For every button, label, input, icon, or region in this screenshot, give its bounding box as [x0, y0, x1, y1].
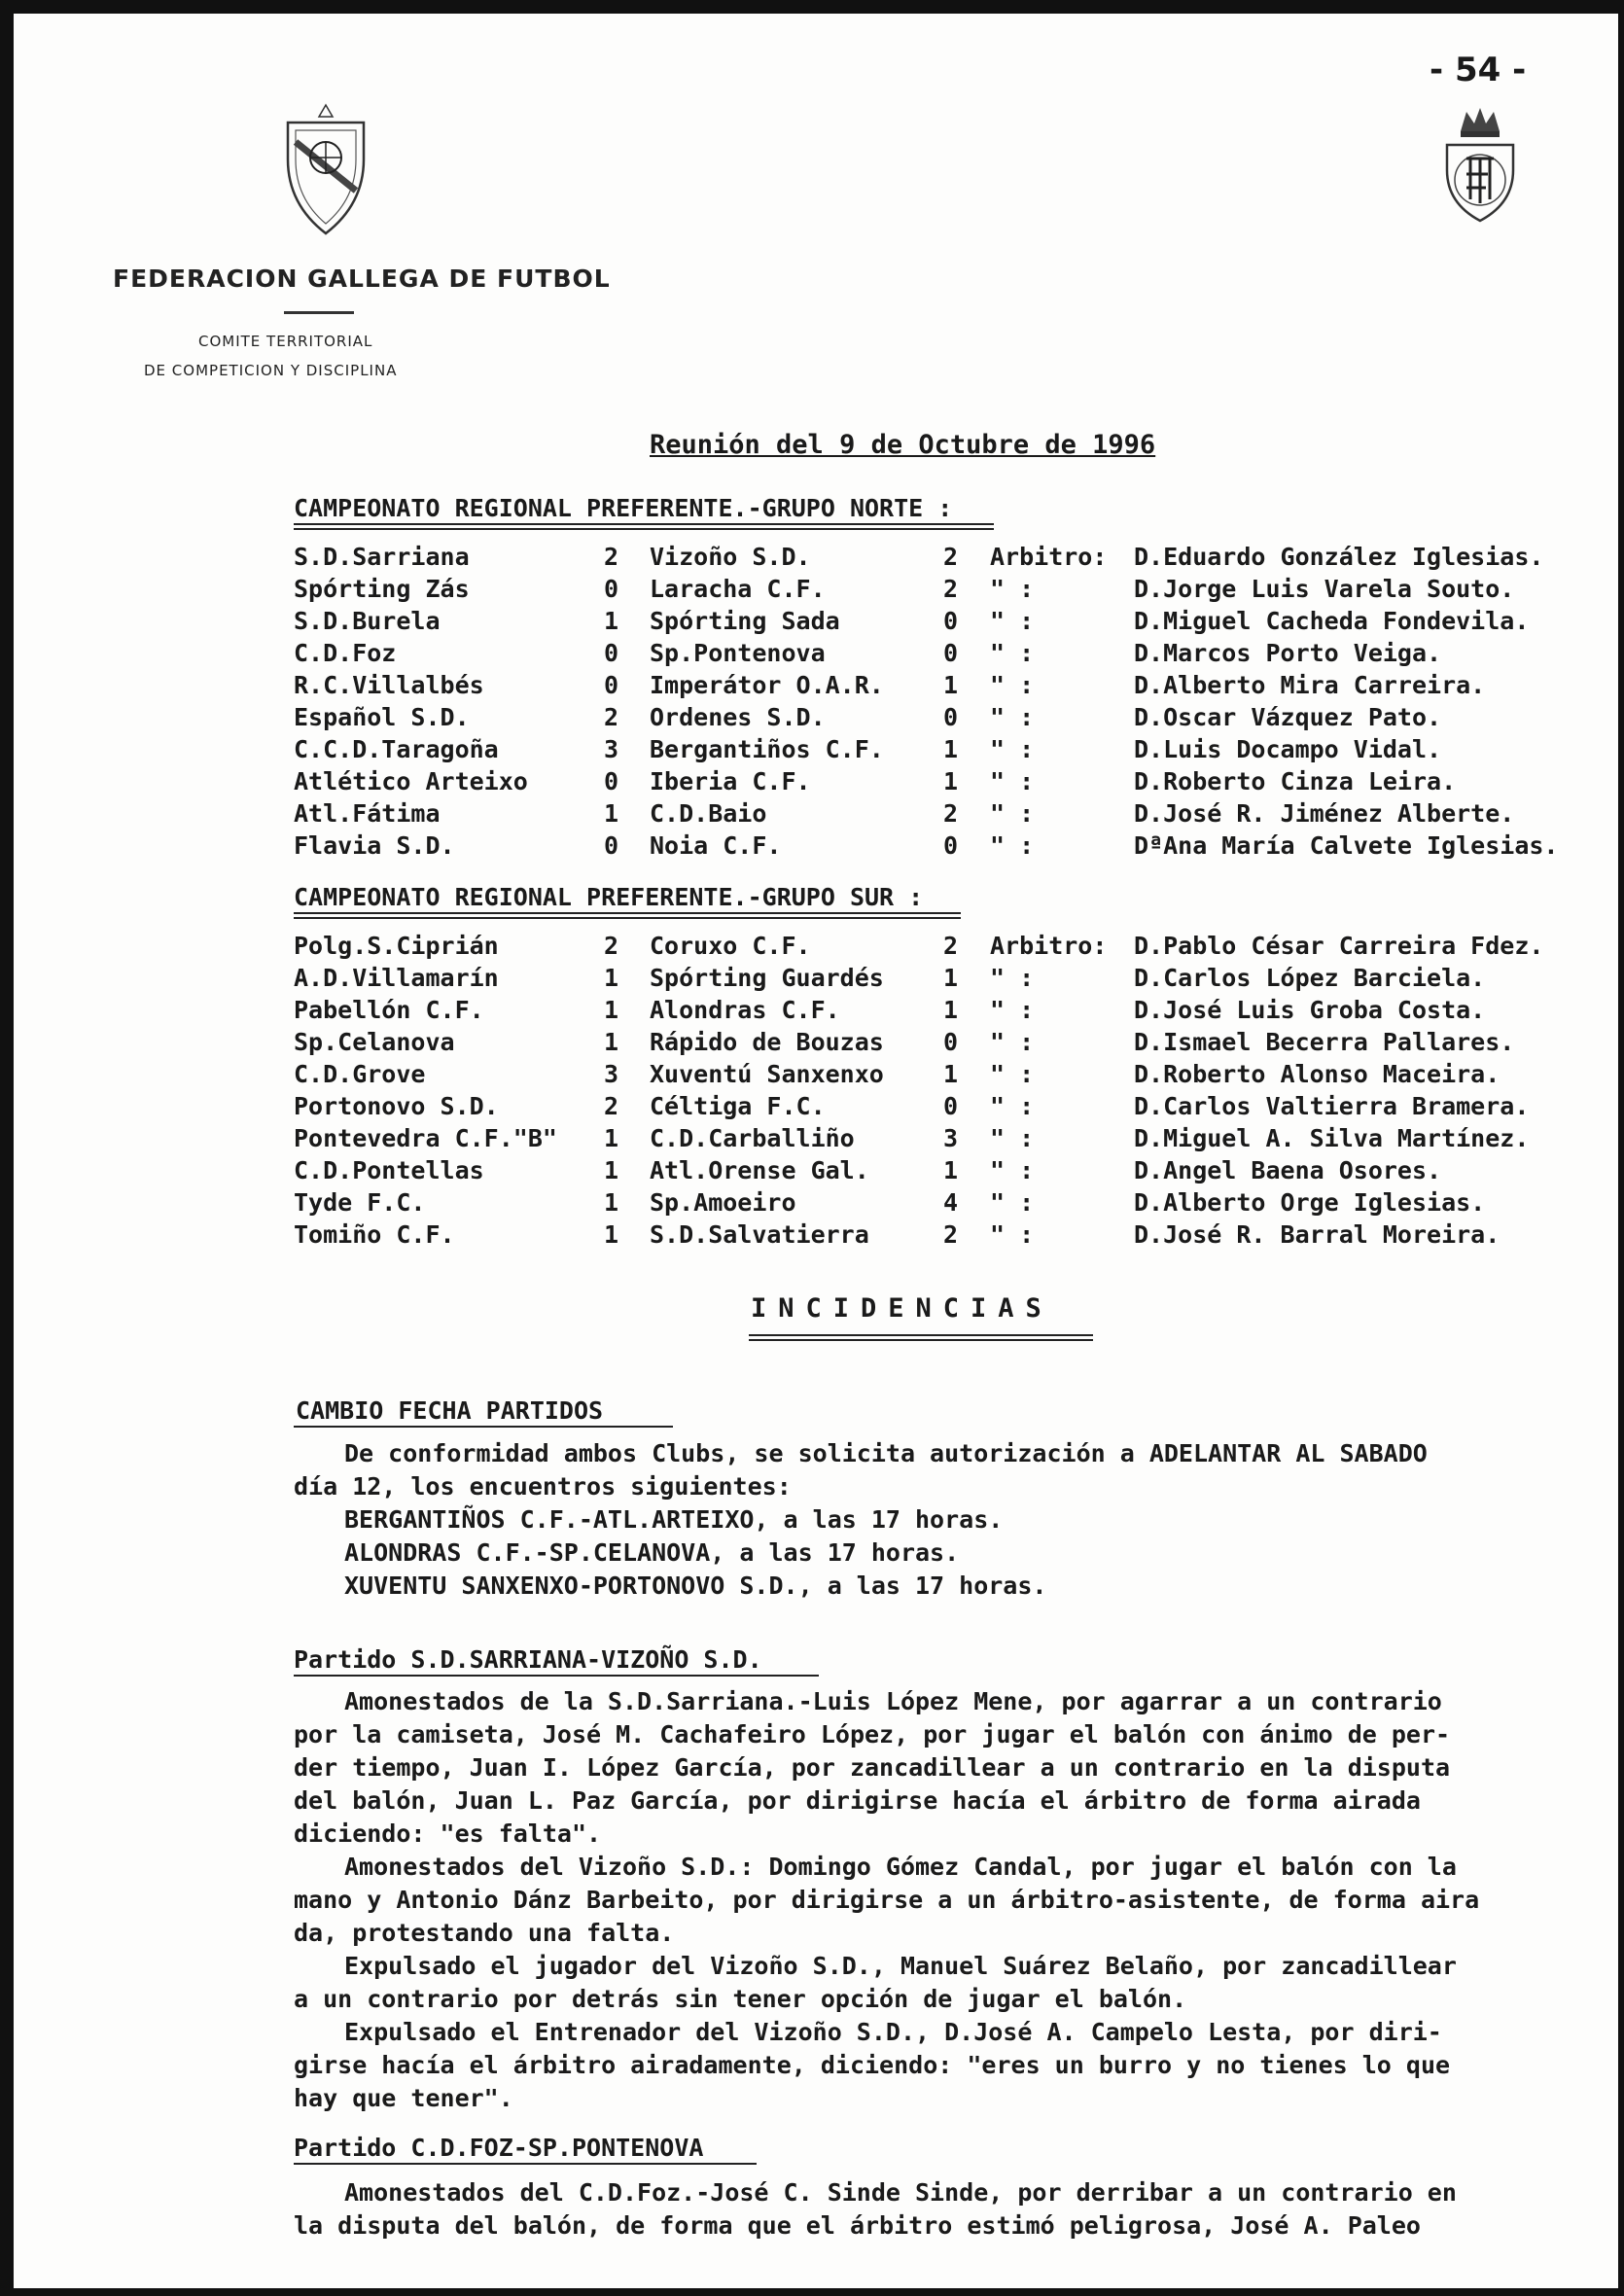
away-team: Noia C.F. [650, 831, 782, 860]
referee-name: D.José R. Jiménez Alberte. [1134, 799, 1515, 828]
home-team: Pabellón C.F. [294, 996, 484, 1024]
match-row [0, 543, 1624, 575]
text-line: la disputa del balón, de forma que el árbitro estimó peligrosa, José A. Paleo [294, 2211, 1421, 2240]
home-team: Polg.S.Ciprián [294, 932, 499, 960]
federation-shield-logo [282, 103, 370, 239]
away-score: 1 [943, 735, 959, 763]
referee-name: D.Miguel Cacheda Fondevila. [1134, 607, 1530, 635]
away-score: 2 [943, 932, 959, 960]
away-score: 4 [943, 1188, 959, 1217]
double-underline [294, 523, 994, 530]
home-team: R.C.Villalbés [294, 671, 484, 699]
referee-name: D.Roberto Cinza Leira. [1134, 767, 1457, 795]
match-row [0, 1156, 1624, 1188]
away-team: S.D.Salvatierra [650, 1220, 869, 1249]
home-score: 1 [604, 964, 619, 992]
referee-label: " : [990, 1124, 1035, 1152]
federation-name: FEDERACION GALLEGA DE FUTBOL [113, 265, 611, 293]
home-team: S.D.Sarriana [294, 543, 470, 571]
match-row [0, 996, 1624, 1028]
away-score: 0 [943, 831, 959, 860]
away-team: Xuventú Sanxenxo [650, 1060, 884, 1088]
text-line: da, protestando una falta. [294, 1919, 675, 1947]
away-score: 0 [943, 1028, 959, 1056]
home-team: C.D.Foz [294, 639, 397, 667]
home-team: Atlético Arteixo [294, 767, 528, 795]
away-team: Rápido de Bouzas [650, 1028, 884, 1056]
home-team: S.D.Burela [294, 607, 441, 635]
referee-label: Arbitro: [990, 543, 1108, 571]
match-row [0, 964, 1624, 996]
home-score: 3 [604, 735, 619, 763]
double-underline [294, 912, 961, 919]
away-team: Coruxo C.F. [650, 932, 811, 960]
away-score: 3 [943, 1124, 959, 1152]
match-row [0, 575, 1624, 607]
away-team: Céltiga F.C. [650, 1092, 826, 1120]
home-score: 1 [604, 1188, 619, 1217]
away-score: 1 [943, 996, 959, 1024]
home-score: 1 [604, 1220, 619, 1249]
text-line: del balón, Juan L. Paz García, por dirigirse hacía el árbitro de forma airada [294, 1786, 1421, 1815]
away-score: 0 [943, 607, 959, 635]
home-score: 1 [604, 1156, 619, 1184]
home-team: Pontevedra C.F."B" [294, 1124, 557, 1152]
home-score: 0 [604, 639, 619, 667]
referee-name: DªAna María Calvete Iglesias. [1134, 831, 1559, 860]
home-team: Portonovo S.D. [294, 1092, 499, 1120]
match-row [0, 767, 1624, 799]
home-score: 1 [604, 1028, 619, 1056]
cambio-paragraph [294, 1437, 1558, 1603]
group-heading-sur: CAMPEONATO REGIONAL PREFERENTE.-GRUPO SUR : [294, 883, 924, 911]
referee-label: Arbitro: [990, 932, 1108, 960]
referee-label: " : [990, 639, 1035, 667]
home-score: 2 [604, 703, 619, 731]
away-team: Vizoño S.D. [650, 543, 811, 571]
text-line: diciendo: "es falta". [294, 1819, 602, 1848]
referee-name: D.José R. Barral Moreira. [1134, 1220, 1500, 1249]
home-score: 1 [604, 996, 619, 1024]
away-team: Spórting Sada [650, 607, 840, 635]
incidencias-title: INCIDENCIAS [751, 1293, 1053, 1324]
text-line: Amonestados de la S.D.Sarriana.-Luis López Mene, por agarrar a un contrario [344, 1687, 1442, 1715]
text-line: girse hacía el árbitro airadamente, diciendo: "eres un burro y no tienes lo que [294, 2051, 1451, 2079]
home-score: 1 [604, 799, 619, 828]
text-line: BERGANTIÑOS C.F.-ATL.ARTEIXO, a las 17 horas. [344, 1505, 1004, 1534]
away-score: 2 [943, 543, 959, 571]
referee-name: D.Roberto Alonso Maceira. [1134, 1060, 1500, 1088]
match-row [0, 1220, 1624, 1253]
away-team: Ordenes S.D. [650, 703, 826, 731]
text-line: por la camiseta, José M. Cachafeiro López, por jugar el balón con ánimo de per- [294, 1720, 1451, 1748]
home-score: 2 [604, 932, 619, 960]
away-score: 0 [943, 639, 959, 667]
home-team: C.D.Pontellas [294, 1156, 484, 1184]
home-team: Tyde F.C. [294, 1188, 426, 1217]
match-row [0, 671, 1624, 703]
text-line: Amonestados del Vizoño S.D.: Domingo Gómez Candal, por jugar el balón con la [344, 1853, 1457, 1881]
home-score: 2 [604, 1092, 619, 1120]
foz-paragraph [294, 2176, 1587, 2243]
away-score: 2 [943, 1220, 959, 1249]
away-team: Imperátor O.A.R. [650, 671, 884, 699]
committee-line-2: DE COMPETICION Y DISCIPLINA [144, 362, 398, 379]
referee-name: D.Marcos Porto Veiga. [1134, 639, 1442, 667]
sarriana-paragraph [294, 1685, 1587, 2115]
referee-name: D.Alberto Mira Carreira. [1134, 671, 1486, 699]
home-team: Spórting Zás [294, 575, 470, 603]
text-line: Amonestados del C.D.Foz.-José C. Sinde Sinde, por derribar a un contrario en [344, 2178, 1457, 2207]
referee-label: " : [990, 1188, 1035, 1217]
home-team: C.D.Grove [294, 1060, 426, 1088]
match-row [0, 1124, 1624, 1156]
away-team: Iberia C.F. [650, 767, 811, 795]
match-row [0, 1028, 1624, 1060]
double-underline [749, 1334, 1093, 1341]
referee-label: " : [990, 996, 1035, 1024]
meeting-title: Reunión del 9 de Octubre de 1996 [650, 430, 1156, 460]
page-number: - 54 - [1430, 51, 1527, 89]
section-title-foz-pontenova: Partido C.D.FOZ-SP.PONTENOVA [294, 2134, 704, 2162]
referee-label: " : [990, 1220, 1035, 1249]
home-score: 0 [604, 767, 619, 795]
home-team: A.D.Villamarín [294, 964, 499, 992]
match-row [0, 799, 1624, 831]
referee-label: " : [990, 575, 1035, 603]
text-line: Expulsado el Entrenador del Vizoño S.D., D.José A. Campelo Lesta, por diri- [344, 2018, 1442, 2046]
home-score: 2 [604, 543, 619, 571]
rfef-crown-emblem [1437, 102, 1523, 224]
referee-name: D.Miguel A. Silva Martínez. [1134, 1124, 1530, 1152]
text-line: De conformidad ambos Clubs, se solicita autorización a ADELANTAR AL SABADO [344, 1439, 1428, 1467]
match-row [0, 1188, 1624, 1220]
match-row [0, 831, 1624, 864]
referee-label: " : [990, 1156, 1035, 1184]
home-score: 1 [604, 607, 619, 635]
text-line: Expulsado el jugador del Vizoño S.D., Manuel Suárez Belaño, por zancadillear [344, 1952, 1457, 1980]
referee-label: " : [990, 964, 1035, 992]
away-score: 1 [943, 1156, 959, 1184]
referee-name: D.Pablo César Carreira Fdez. [1134, 932, 1544, 960]
match-row [0, 1092, 1624, 1124]
match-row [0, 639, 1624, 671]
match-row [0, 703, 1624, 735]
letterhead-rule [284, 311, 354, 314]
referee-name: D.Eduardo González Iglesias. [1134, 543, 1544, 571]
away-team: C.D.Baio [650, 799, 767, 828]
referee-name: D.Alberto Orge Iglesias. [1134, 1188, 1486, 1217]
section-underline [294, 1426, 673, 1428]
match-row [0, 932, 1624, 964]
referee-name: D.Ismael Becerra Pallares. [1134, 1028, 1515, 1056]
home-team: Español S.D. [294, 703, 470, 731]
referee-name: D.Oscar Vázquez Pato. [1134, 703, 1442, 731]
referee-label: " : [990, 1060, 1035, 1088]
text-line: ALONDRAS C.F.-SP.CELANOVA, a las 17 horas. [344, 1538, 960, 1567]
home-score: 0 [604, 575, 619, 603]
referee-label: " : [990, 767, 1035, 795]
referee-label: " : [990, 799, 1035, 828]
home-team: C.C.D.Taragoña [294, 735, 499, 763]
group-heading-norte: CAMPEONATO REGIONAL PREFERENTE.-GRUPO NORTE : [294, 494, 953, 522]
referee-label: " : [990, 671, 1035, 699]
away-team: Sp.Amoeiro [650, 1188, 796, 1217]
away-score: 1 [943, 964, 959, 992]
home-team: Sp.Celanova [294, 1028, 455, 1056]
referee-label: " : [990, 735, 1035, 763]
text-line: hay que tener". [294, 2084, 513, 2112]
text-line: día 12, los encuentros siguientes: [294, 1472, 792, 1501]
away-team: Spórting Guardés [650, 964, 884, 992]
section-title-cambio-fecha: CAMBIO FECHA PARTIDOS [296, 1396, 604, 1425]
match-row [0, 735, 1624, 767]
away-team: Alondras C.F. [650, 996, 840, 1024]
home-score: 3 [604, 1060, 619, 1088]
text-line: a un contrario por detrás sin tener opción de jugar el balón. [294, 1985, 1187, 2013]
away-team: Laracha C.F. [650, 575, 826, 603]
referee-name: D.Luis Docampo Vidal. [1134, 735, 1442, 763]
away-score: 2 [943, 575, 959, 603]
section-title-sarriana-vizono: Partido S.D.SARRIANA-VIZOÑO S.D. [294, 1645, 762, 1674]
text-line: mano y Antonio Dánz Barbeito, por dirigirse a un árbitro-asistente, de forma aira [294, 1886, 1480, 1914]
section-underline [294, 1675, 819, 1677]
referee-name: D.José Luis Groba Costa. [1134, 996, 1486, 1024]
referee-label: " : [990, 831, 1035, 860]
match-row [0, 607, 1624, 639]
home-team: Flavia S.D. [294, 831, 455, 860]
referee-name: D.Angel Baena Osores. [1134, 1156, 1442, 1184]
text-line: der tiempo, Juan I. López García, por zancadillear a un contrario en la disputa [294, 1753, 1451, 1782]
away-team: C.D.Carballiño [650, 1124, 855, 1152]
away-score: 1 [943, 767, 959, 795]
away-score: 0 [943, 1092, 959, 1120]
referee-label: " : [990, 1028, 1035, 1056]
away-team: Atl.Orense Gal. [650, 1156, 869, 1184]
home-team: Atl.Fátima [294, 799, 441, 828]
away-team: Bergantiños C.F. [650, 735, 884, 763]
away-score: 2 [943, 799, 959, 828]
referee-name: D.Carlos López Barciela. [1134, 964, 1486, 992]
home-score: 0 [604, 831, 619, 860]
referee-name: D.Carlos Valtierra Bramera. [1134, 1092, 1530, 1120]
home-score: 1 [604, 1124, 619, 1152]
committee-line-1: COMITE TERRITORIAL [198, 333, 373, 350]
referee-label: " : [990, 703, 1035, 731]
section-underline [294, 2163, 757, 2165]
referee-label: " : [990, 607, 1035, 635]
home-team: Tomiño C.F. [294, 1220, 455, 1249]
referee-name: D.Jorge Luis Varela Souto. [1134, 575, 1515, 603]
away-team: Sp.Pontenova [650, 639, 826, 667]
text-line: XUVENTU SANXENXO-PORTONOVO S.D., a las 17 horas. [344, 1572, 1047, 1600]
away-score: 0 [943, 703, 959, 731]
referee-label: " : [990, 1092, 1035, 1120]
away-score: 1 [943, 1060, 959, 1088]
home-score: 0 [604, 671, 619, 699]
match-row [0, 1060, 1624, 1092]
away-score: 1 [943, 671, 959, 699]
